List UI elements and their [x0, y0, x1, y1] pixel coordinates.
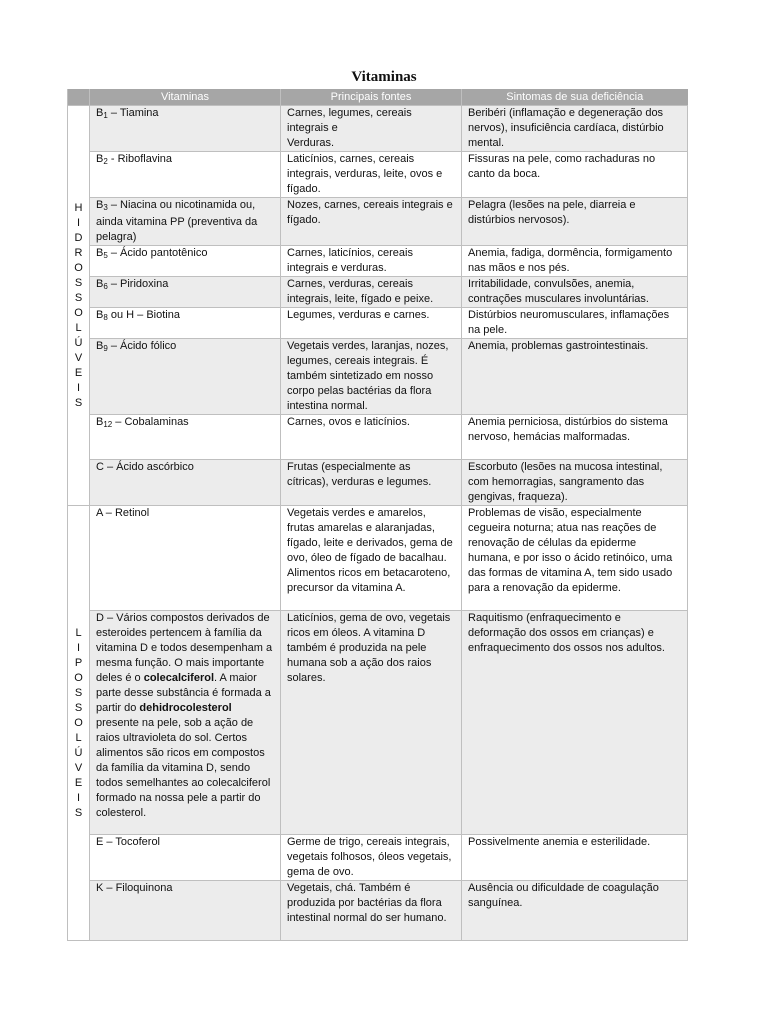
vitamin-sources: Carnes, ovos e laticínios. [281, 415, 462, 460]
table-row [68, 415, 688, 460]
vitamin-sources: Laticínios, gema de ovo, vegetais ricos em óleos. A vitamina D também é produzida na pele humana sob a ação dos raios solares. [281, 611, 462, 835]
table-row [68, 881, 688, 941]
vitamin-deficiency: Distúrbios neuromusculares, inflamações na pele. [462, 308, 688, 339]
vitamin-sources: Vegetais verdes e amarelos, frutas amarelas e alaranjadas, fígado, leite e derivados, gema de ovo, óleo de fígado de bacalhau. Alimentos ricos em betacaroteno, precursor da vitamina A. [281, 506, 462, 611]
vitamin-deficiency: Anemia, fadiga, dormência, formigamento nas mãos e nos pés. [462, 246, 688, 277]
vitamin-sources: Germe de trigo, cereais integrais, vegetais folhosos, óleos vegetais, gema de ovo. [281, 835, 462, 881]
vitamin-deficiency: Anemia perniciosa, distúrbios do sistema nervoso, hemácias malformadas. [462, 415, 688, 460]
vitamin-sources: Laticínios, carnes, cereais integrais, verduras, leite, ovos e fígado. [281, 152, 462, 198]
vitamin-sources: Frutas (especialmente as cítricas), verduras e legumes. [281, 460, 462, 506]
document-title: Vitaminas [351, 69, 417, 85]
vitamin-name: $B_{12}$ – Cobalaminas [90, 415, 281, 460]
table-row [68, 152, 688, 198]
vitamin-name: $B_6$ – Piridoxina [90, 277, 281, 308]
vitamin-deficiency: Pelagra (lesões na pele, diarreia e distúrbios nervosos). [462, 198, 688, 246]
table-row [68, 246, 688, 277]
group-hidrossoluveis [68, 106, 90, 506]
vitamins-table [67, 89, 688, 941]
header-fontes: Principais fontes [281, 89, 462, 106]
vitamin-deficiency: Escorbuto (lesões na mucosa intestinal, com hemorragias, sangramento das gengivas, fraqueza). [462, 460, 688, 506]
table-row [68, 339, 688, 415]
vitamin-deficiency: Problemas de visão, especialmente cegueira noturna; atua nas reações de renovação de células da epiderme humana, e por isso o ácido retinóico, uma das formas de vitamina A, tem sido usado para a renovação da epiderme. [462, 506, 688, 611]
vitamin-deficiency: Irritabilidade, convulsões, anemia, contrações musculares involuntárias. [462, 277, 688, 308]
header-sintomas: Sintomas de sua deficiência [462, 89, 688, 106]
vitamin-name: $B_1$ – Tiamina [90, 106, 281, 152]
vitamin-name: $B_3$ – Niacina ou nicotinamida ou, ainda vitamina PP (preventiva da pelagra) [90, 198, 281, 246]
vitamin-deficiency: Beribéri (inflamação e degeneração dos nervos), insuficiência cardíaca, distúrbio mental. [462, 106, 688, 152]
vitamin-name: E – Tocoferol [90, 835, 281, 881]
vitamin-deficiency: Fissuras na pele, como rachaduras no canto da boca. [462, 152, 688, 198]
vitamin-name: A – Retinol [90, 506, 281, 611]
vitamin-sources: Carnes, laticínios, cereais integrais e verduras. [281, 246, 462, 277]
vitamin-name: $B_9$ – Ácido fólico [90, 339, 281, 415]
table-row [68, 506, 688, 611]
table-row [68, 198, 688, 246]
vitamin-name: $B_2$ - Riboflavina [90, 152, 281, 198]
vitamin-sources: Legumes, verduras e carnes. [281, 308, 462, 339]
table-row [68, 835, 688, 881]
table-row [68, 106, 688, 152]
vitamin-name: C – Ácido ascórbico [90, 460, 281, 506]
table-row [68, 308, 688, 339]
vitamin-sources: Carnes, verduras, cereais integrais, leite, fígado e peixe. [281, 277, 462, 308]
vitamin-deficiency: Possivelmente anemia e esterilidade. [462, 835, 688, 881]
group-letters-hidro: H I D R O S S O L Ú V E I S [74, 201, 83, 409]
table-header-row [68, 89, 688, 106]
table-row [68, 460, 688, 506]
table-row [68, 277, 688, 308]
vitamin-sources: Carnes, legumes, cereais integrais e Verduras. [281, 106, 462, 152]
vitamin-deficiency: Raquitismo (enfraquecimento e deformação dos ossos em crianças) e enfraquecimento dos ossos nos adultos. [462, 611, 688, 835]
group-letters-lipo: L I P O S S O L Ú V E I S [74, 626, 83, 819]
vitamin-name: $B_5$ – Ácido pantotênico [90, 246, 281, 277]
vitamin-sources: Vegetais, chá. Também é produzida por bactérias da flora intestinal normal do ser humano. [281, 881, 462, 941]
vitamin-sources: Nozes, carnes, cereais integrais e fígado. [281, 198, 462, 246]
table-row [68, 611, 688, 835]
vitamin-deficiency: Ausência ou dificuldade de coagulação sanguínea. [462, 881, 688, 941]
header-group [68, 89, 90, 106]
vitamin-sources: Vegetais verdes, laranjas, nozes, legumes, cereais integrais. É também sintetizado em nosso corpo pelas bactérias da flora intestina normal. [281, 339, 462, 415]
header-vitaminas: Vitaminas [90, 89, 281, 106]
vitamin-deficiency: Anemia, problemas gastrointestinais. [462, 339, 688, 415]
group-lipossoluveis [68, 506, 90, 941]
vitamin-name: K – Filoquinona [90, 881, 281, 941]
vitamin-name: $B_8$ ou H – Biotina [90, 308, 281, 339]
vitamin-name: D – Vários compostos derivados de esteroides pertencem à família da vitamina D e todos desempenham a mesma função. O mais importante deles é o colecalciferol. A maior parte desse substância é formada a partir do dehidrocolesterol presente na pele, sob a ação de raios ultravioleta do sol. Certos alimentos são ricos em compostos da família da vitamina D, sendo todos semelhantes ao colecalciferol formado na nossa pele a partir do colesterol. [90, 611, 281, 835]
